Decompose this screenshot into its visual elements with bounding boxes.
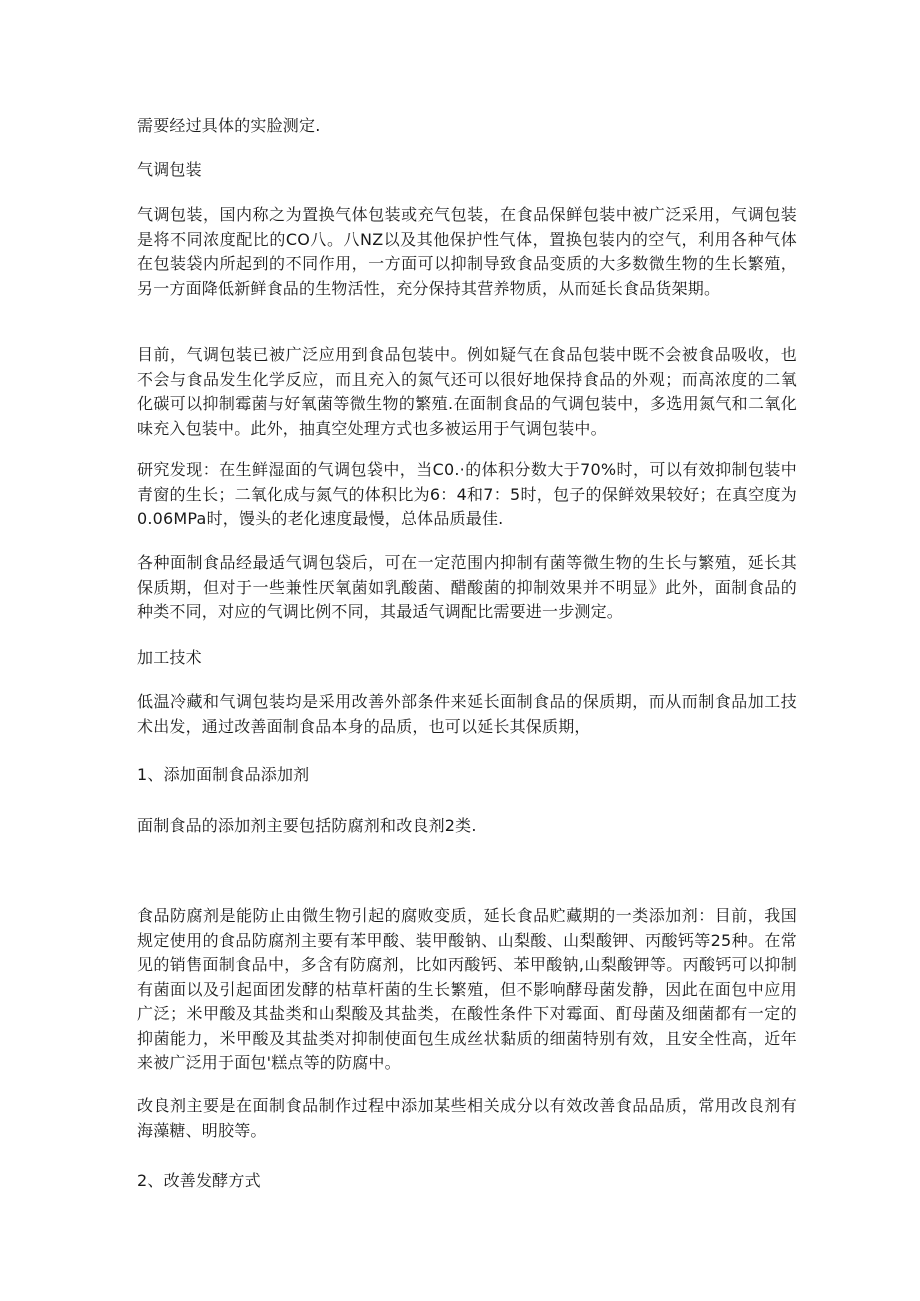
section-heading-modified-atmosphere: 气调包装 [137,160,202,179]
paragraph-map-application: 目前，气调包装已被广泛应用到食品包装中。例如疑气在食品包装中既不会被食品吸收，也不会与食品发生化学反应，而且充入的氮气还可以很好地保持食品的外观；而高浓度的二氧化碳可以抑制霉菌与好氧菌等微生物的繁殖.在面制食品的气调包装中，多选用氮气和二氧化味充入包装中。此外，抽真空处理方式也多被运用于气调包装中。 [137,345,797,438]
paragraph-preservatives: 食品防腐剂是能防止由微生物引起的腐败变质，延长食品贮藏期的一类添加剂：目前，我国规定使用的食品防腐剂主要有苯甲酸、装甲酸钠、山梨酸、山梨酸钾、丙酸钙等25种。在常见的销售面制食品中，多含有防腐剂，比如丙酸钙、苯甲酸钠,山梨酸钾等。丙酸钙可以抑制有菌面以及引起面团发酵的枯草杆菌的生长繁殖，但不影响酵母菌发静，因此在面包中应用广泛；米甲酸及其盐类和山梨酸及其盐类，在酸性条件下对霉面、酊母菌及细菌都有一定的抑菌能力，米甲酸及其盐类对抑制使面包生成丝状黏质的细菌特别有效，且安全性高，近年来被广泛用于面包'糕点等的防腐中。 [137,906,797,1072]
paragraph-processing-intro: 低温冷藏和气调包装均是采用改善外部条件来延长面制食品的保质期，而从而制食品加工技术出发，通过改善面制食品本身的品质，也可以延长其保质期， [137,692,797,736]
paragraph-map-effects: 各种面制食品经最适气调包袋后，可在一定范围内抑制有菌等微生物的生长与繁殖，延长其保质期，但对于一些兼性厌氧菌如乳酸菌、醋酸菌的抑制效果并不明显》此外，面制食品的种类不同，对应的气调比例不同，其最适气调配比需要进一步测定。 [137,553,797,621]
subheading-fermentation: 2、改善发酵方式 [137,1171,261,1190]
intro-paragraph: 需要经过具体的实脸测定. [137,116,321,135]
paragraph-map-definition: 气调包装，国内称之为置换气体包装或充气包装，在食品保鲜包装中被广泛采用，气调包装是将不同浓度配比的CO八。八NZ以及其他保护性气体，置换包装内的空气，利用各种气体在包装袋内所起到的不同作用，一方面可以抑制导致食品变质的大多数微生物的生长繁殖，另一方面降低新鲜食品的生物活性，充分保持其营养物质，从而延长食品货架期。 [137,205,797,298]
paragraph-additive-types: 面制食品的添加剂主要包括防腐剂和改良剂2类. [137,816,477,835]
paragraph-improvers: 改良剂主要是在面制食品制作过程中添加某些相关成分以有效改善食品品质，常用改良剂有海藻糖、明胶等。 [137,1096,797,1140]
section-heading-processing-technology: 加工技术 [137,648,202,667]
subheading-additives: 1、添加面制食品添加剂 [137,765,310,784]
paragraph-research-findings: 研究发现：在生鲜湿面的气调包袋中，当C0.·的体积分数大于70%时，可以有效抑制包装中青窗的生长；二氧化成与氮气的体积比为6：4和7：5时，包子的保鲜效果较好；在真空度为0.06MPa时，馒头的老化速度最慢，总体品质最佳. [137,460,797,528]
